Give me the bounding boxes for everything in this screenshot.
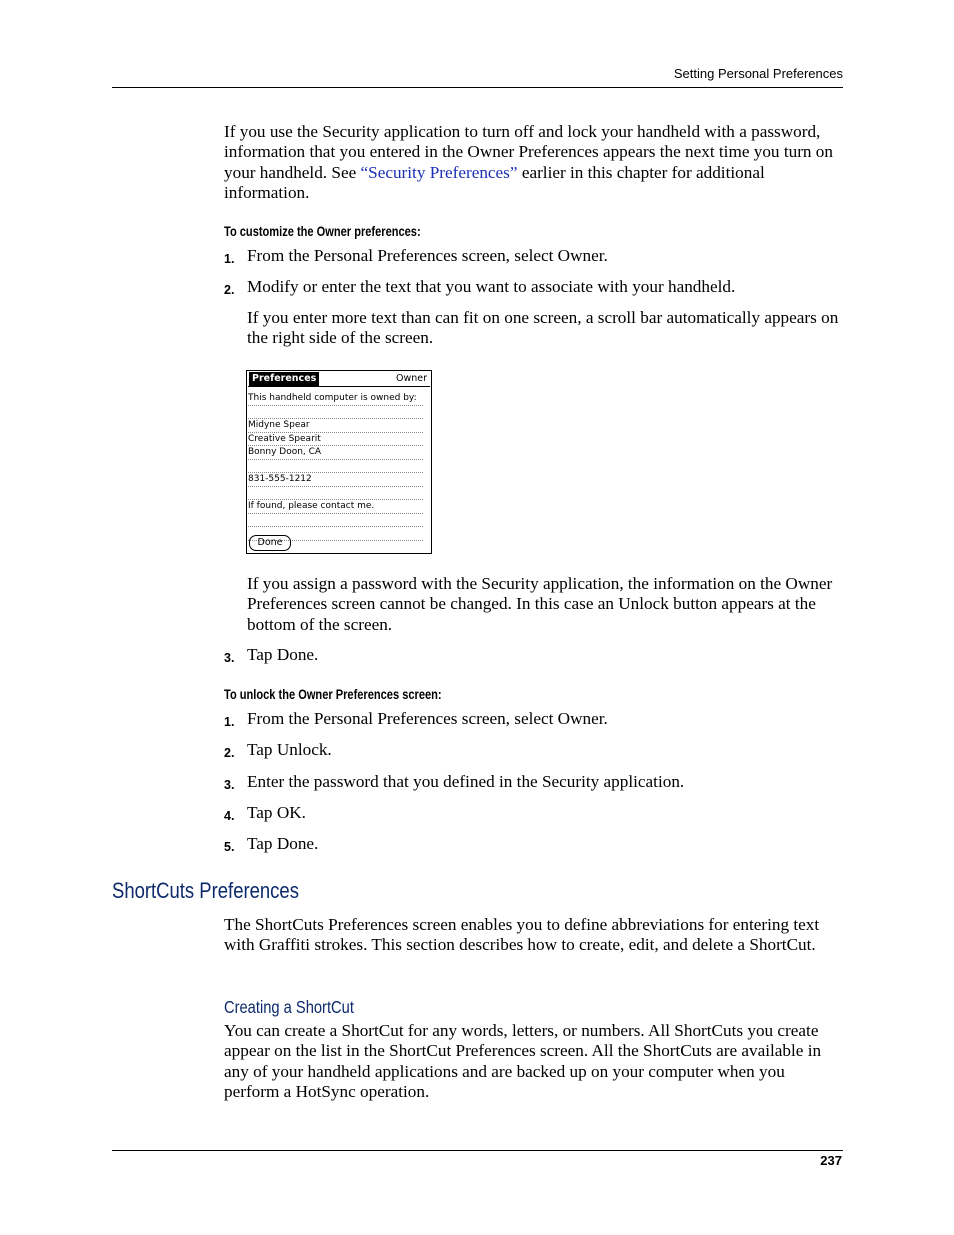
unlock-step-5-text: Tap Done. xyxy=(247,834,319,853)
unlock-step-4-text: Tap OK. xyxy=(247,803,306,822)
unlock-step-1-text: From the Personal Preferences screen, select Owner. xyxy=(247,709,608,728)
customize-step-3-number: 3. xyxy=(224,651,235,665)
unlock-step-2-number: 2. xyxy=(224,746,235,760)
customize-step-1-number: 1. xyxy=(224,252,235,266)
owner-line: This handheld computer is owned by: xyxy=(248,392,423,406)
scrollbar-note: If you enter more text than can fit on one screen, a scroll bar automatically appears on the right side of the screen. xyxy=(247,308,839,348)
shortcuts-body: You can create a ShortCut for any words, letters, or numbers. All ShortCuts you create appear on the list in the ShortCut Preferences screen. All the ShortCuts are available in any of your handheld applications and are backed up on your computer when you perform a HotSync operation. xyxy=(224,1021,822,1102)
security-preferences-link[interactable]: “Security Preferences” xyxy=(360,162,518,182)
footer-rule xyxy=(112,1150,843,1151)
unlock-step-4-number: 4. xyxy=(224,809,235,823)
section-title: ShortCuts Preferences xyxy=(112,878,299,903)
owner-line: If found, please contact me. xyxy=(248,500,423,514)
unlock-step-2-text: Tap Unlock. xyxy=(247,740,332,759)
page-number: 237 xyxy=(820,1153,842,1168)
device-category: Owner xyxy=(395,373,427,384)
device-title: Preferences xyxy=(249,372,319,386)
owner-line xyxy=(248,406,423,420)
unlock-step-5-number: 5. xyxy=(224,840,235,854)
customize-step-1-text: From the Personal Preferences screen, select Owner. xyxy=(247,246,608,265)
device-title-bar xyxy=(248,372,430,387)
unlock-step-3-text: Enter the password that you defined in the Security application. xyxy=(247,772,685,791)
owner-line xyxy=(248,460,423,474)
unlock-step-1-number: 1. xyxy=(224,715,235,729)
unlock-step-3-number: 3. xyxy=(224,778,235,792)
running-head-text: Setting Personal Preferences xyxy=(673,66,843,81)
running-head xyxy=(112,66,843,88)
password-note: If you assign a password with the Security application, the information on the Owner Preferences screen cannot be changed. In this case an Unlock button appears at the bottom of the screen. xyxy=(247,574,833,634)
intro-paragraph: If you use the Security application to turn off and lock your handheld with a password, information that you entered in the Owner Preferences appears the next time you turn on your handheld. See “Security Preferences” earlier in this chapter for additional information. xyxy=(224,122,833,203)
device-done-button: Done xyxy=(249,535,291,551)
owner-line: Bonny Doon, CA xyxy=(248,446,423,460)
owner-line: 831-555-1212 xyxy=(248,473,423,487)
customize-step-2-number: 2. xyxy=(224,283,235,297)
subsection-title: Creating a ShortCut xyxy=(224,997,354,1017)
owner-text-field xyxy=(248,392,423,541)
customize-heading: To customize the Owner preferences: xyxy=(224,224,421,239)
owner-line xyxy=(248,487,423,501)
unlock-heading: To unlock the Owner Preferences screen: xyxy=(224,687,442,702)
customize-step-2-text: Modify or enter the text that you want to associate with your handheld. xyxy=(247,277,736,296)
owner-line: Creative Spearit xyxy=(248,433,423,447)
owner-line xyxy=(248,514,423,528)
owner-preferences-screenshot xyxy=(246,370,432,554)
shortcuts-intro: The ShortCuts Preferences screen enables you to define abbreviations for entering text with Graffiti strokes. This section describes how to create, edit, and delete a ShortCut. xyxy=(224,915,820,955)
owner-line: Midyne Spear xyxy=(248,419,423,433)
customize-step-3-text: Tap Done. xyxy=(247,645,319,664)
